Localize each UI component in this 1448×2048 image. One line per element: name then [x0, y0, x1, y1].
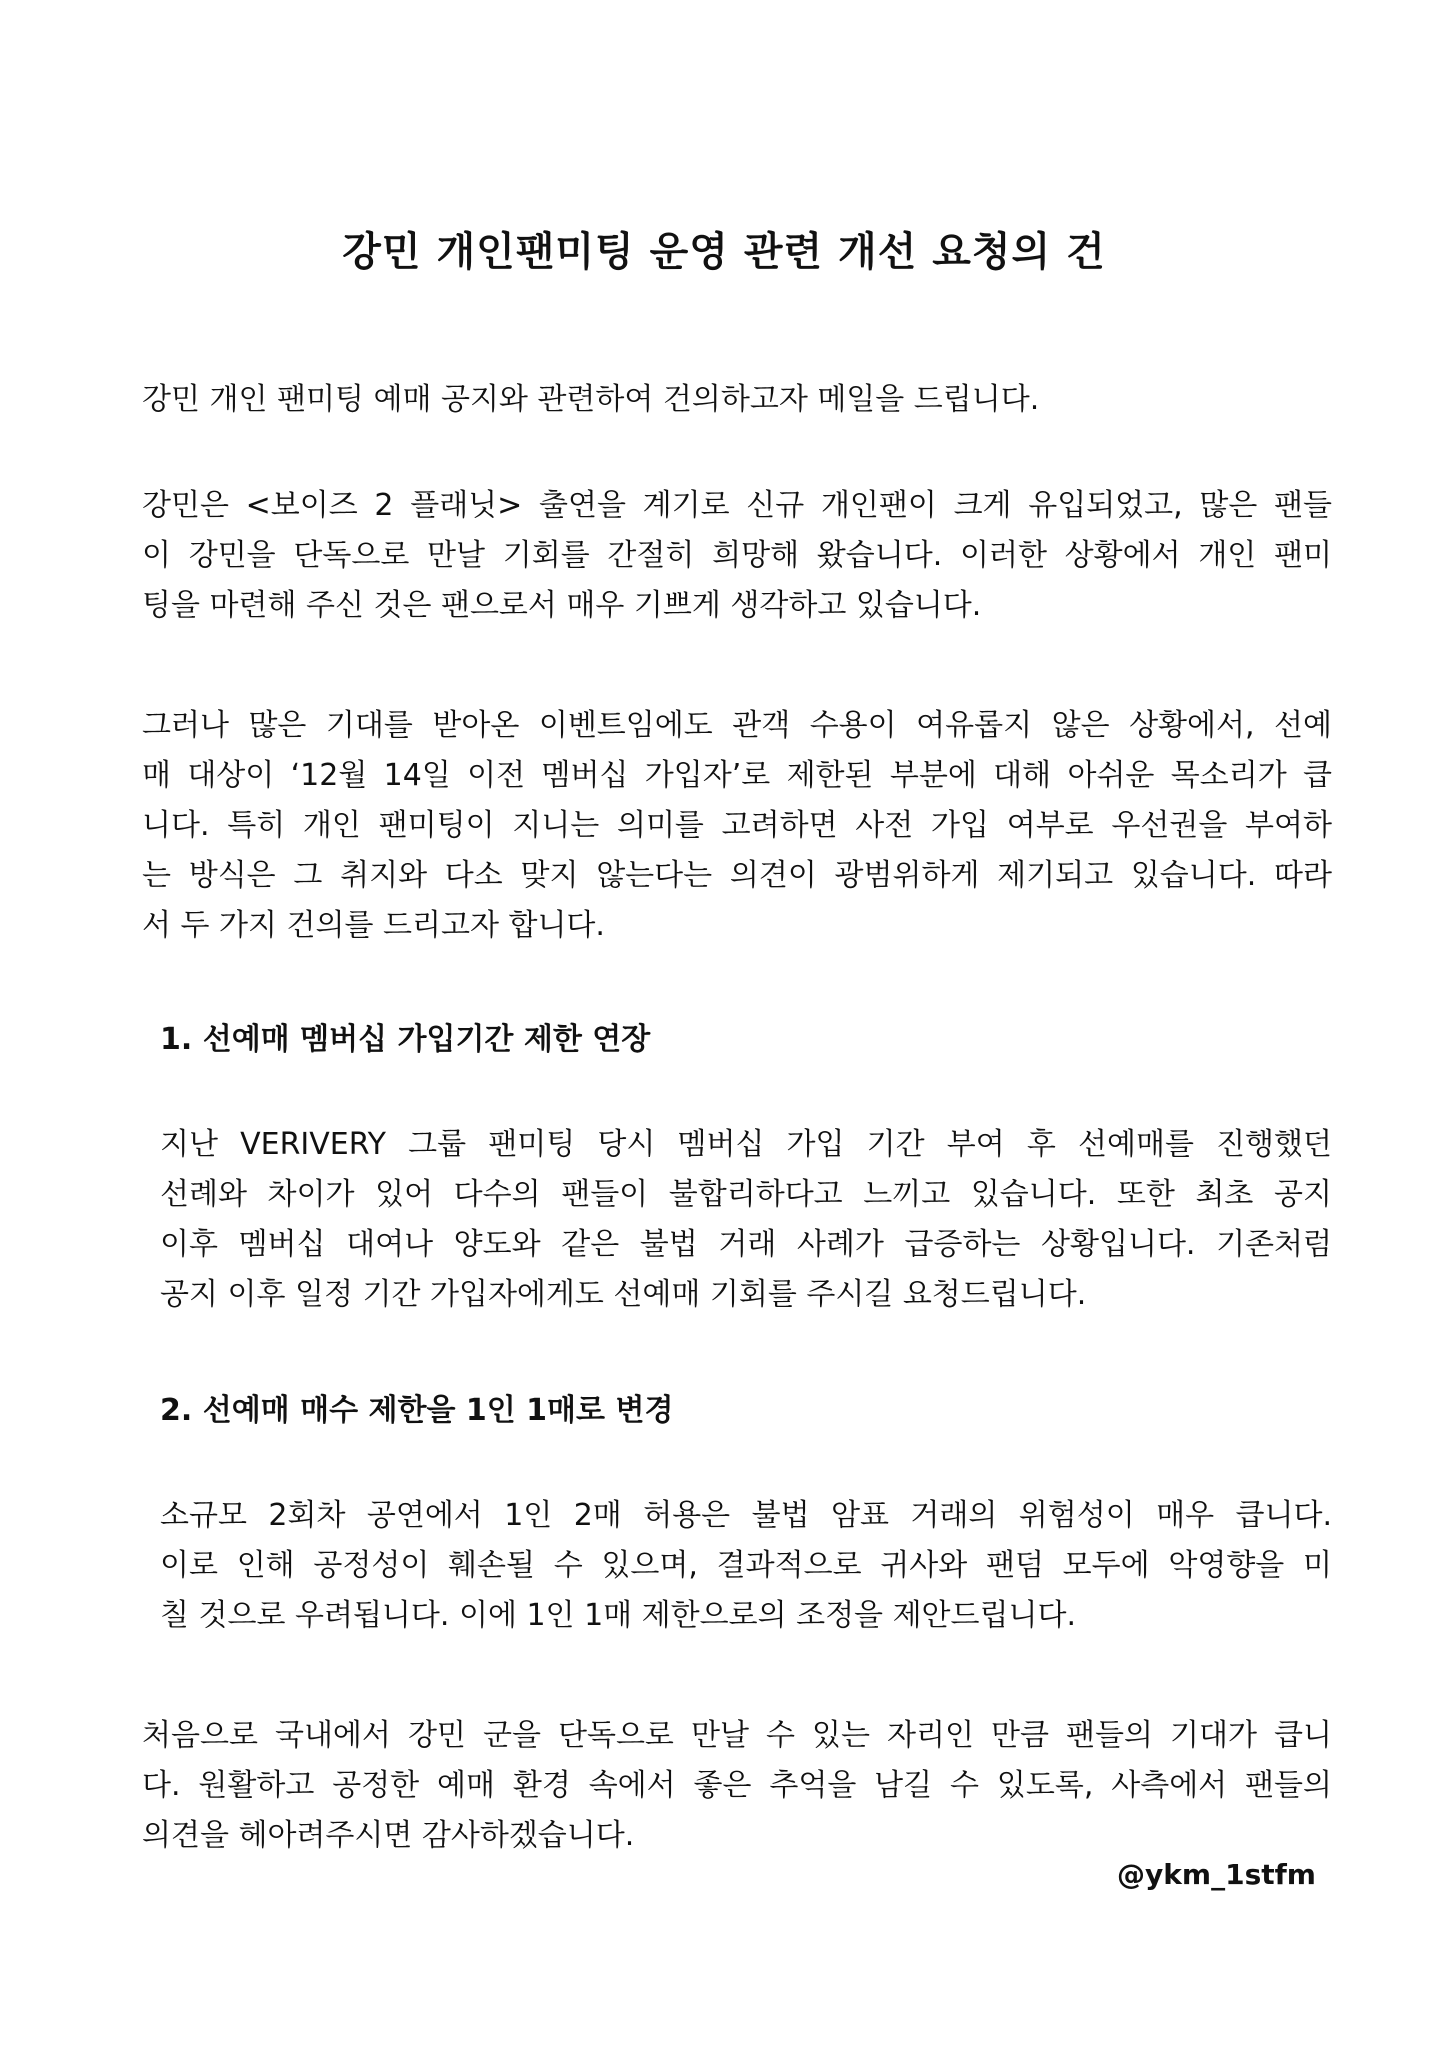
section1-body — [160, 1120, 1332, 1320]
paragraph-line: 그러나 많은 기대를 받아온 이벤트임에도 관객 수용이 여유롭지 않은 상황에서, 선예 — [142, 708, 1332, 743]
section2-body — [160, 1491, 1332, 1641]
paragraph-line: 의견을 헤아려주시면 감사하겠습니다. — [142, 1818, 635, 1853]
paragraph-line: 이로 인해 공정성이 훼손될 수 있으며, 결과적으로 귀사와 팬덤 모두에 악영향을 미 — [160, 1548, 1332, 1583]
closing-paragraph — [142, 1711, 1332, 1861]
paragraph-line: 지난 VERIVERY 그룹 팬미팅 당시 멤버십 가입 기간 부여 후 선예매를 진행했던 — [160, 1127, 1332, 1162]
paragraph-line: 이 강민을 단독으로 만날 기회를 간절히 희망해 왔습니다. 이러한 상황에서 개인 팬미 — [142, 538, 1332, 573]
intro-paragraph — [142, 375, 1332, 425]
paragraph-line: 다. 원활하고 공정한 예매 환경 속에서 좋은 추억을 남길 수 있도록, 사측에서 팬들의 — [142, 1768, 1332, 1803]
paragraph-line: 공지 이후 일정 기간 가입자에게도 선예매 기회를 주시길 요청드립니다. — [160, 1277, 1087, 1312]
paragraph-line: 서 두 가지 건의를 드리고자 합니다. — [142, 908, 605, 943]
intro-line: 강민 개인 팬미팅 예매 공지와 관련하여 건의하고자 메일을 드립니다. — [142, 382, 1040, 417]
section1-heading: 1. 선예매 멤버십 가입기간 제한 연장 — [160, 1022, 651, 1057]
paragraph-line: 매 대상이 ‘12월 14일 이전 멤버십 가입자’로 제한된 부분에 대해 아쉬운 목소리가 큽 — [142, 758, 1332, 793]
document-body — [142, 375, 1332, 1861]
paragraph-line: 이후 멤버십 대여나 양도와 같은 불법 거래 사례가 급증하는 상황입니다. 기존처럼 — [160, 1227, 1332, 1262]
paragraph-line: 선례와 차이가 있어 다수의 팬들이 불합리하다고 느끼고 있습니다. 또한 최초 공지 — [160, 1177, 1332, 1212]
paragraph-line: 소규모 2회차 공연에서 1인 2매 허용은 불법 암표 거래의 위험성이 매우 큽니다. — [160, 1498, 1332, 1533]
signature-handle: @ykm_1stfm — [1117, 1858, 1316, 1891]
paragraph-line: 니다. 특히 개인 팬미팅이 지니는 의미를 고려하면 사전 가입 여부로 우선권을 부여하 — [142, 808, 1332, 843]
background-paragraph — [142, 481, 1332, 631]
paragraph-line: 는 방식은 그 취지와 다소 맞지 않는다는 의견이 광범위하게 제기되고 있습니다. 따라 — [142, 858, 1332, 893]
concern-paragraph — [142, 701, 1332, 951]
document-title: 강민 개인팬미팅 운영 관련 개선 요청의 건 — [342, 229, 1106, 275]
paragraph-line: 팅을 마련해 주신 것은 팬으로서 매우 기쁘게 생각하고 있습니다. — [142, 588, 982, 623]
paragraph-line: 강민은 <보이즈 2 플래닛> 출연을 계기로 신규 개인팬이 크게 유입되었고, 많은 팬들 — [142, 488, 1332, 523]
paragraph-line: 처음으로 국내에서 강민 군을 단독으로 만날 수 있는 자리인 만큼 팬들의 기대가 큽니 — [142, 1718, 1332, 1753]
section2-heading: 2. 선예매 매수 제한을 1인 1매로 변경 — [160, 1393, 674, 1428]
paragraph-line: 칠 것으로 우려됩니다. 이에 1인 1매 제한으로의 조정을 제안드립니다. — [160, 1598, 1076, 1633]
